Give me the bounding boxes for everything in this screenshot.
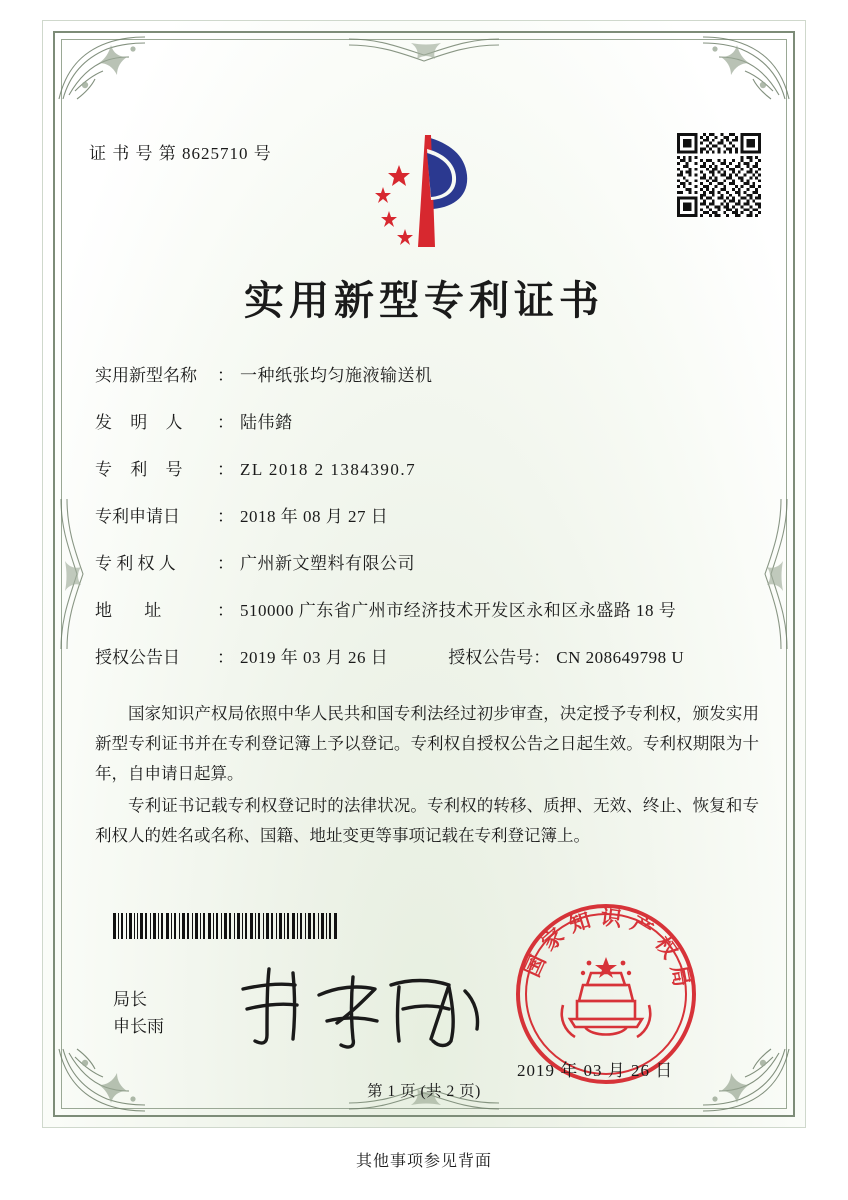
announcement-date-value: 2019 年 03 月 26 日 — [240, 648, 389, 667]
edge-ornament-icon — [55, 499, 89, 649]
announcement-date-label: 授权公告日 — [95, 648, 180, 667]
page-title: 实用新型专利证书 — [244, 278, 604, 323]
field-label: 专利申请日 — [95, 507, 180, 526]
field-value: 2018 年 08 月 27 日 — [240, 507, 389, 526]
field-colon: ： — [217, 601, 234, 620]
director-title-label: 局长 — [113, 990, 147, 1009]
field-colon: ： — [217, 366, 234, 385]
paragraph: 专利证书记载专利权登记时的法律状况。专利权的转移、质押、无效、终止、恢复和专利权人的姓名或名称、国籍、地址变更等事项记载在专利登记簿上。 — [95, 796, 759, 845]
field-row — [95, 408, 757, 455]
field-label: 发 明 人 — [95, 413, 190, 432]
field-colon: ： — [217, 648, 234, 667]
field-colon: ： — [217, 554, 234, 573]
corner-ornament-icon — [55, 33, 147, 103]
field-row — [95, 596, 757, 643]
field-value: 广州新文塑料有限公司 — [240, 554, 415, 573]
certificate-number: 证 书 号 第 8625710 号 — [89, 144, 272, 163]
paragraph: 国家知识产权局依照中华人民共和国专利法经过初步审查，决定授予专利权，颁发实用新型专利证书并在专利登记簿上予以登记。专利权自授权公告之日起生效。专利权期限为十年，自申请日起算。 — [95, 704, 759, 783]
announcement-number-value: CN 208649798 U — [556, 648, 685, 667]
handwritten-signature-icon — [233, 961, 493, 1051]
announcement-number-label: 授权公告号 — [448, 648, 534, 667]
field-row — [95, 455, 757, 502]
field-row — [95, 361, 757, 408]
seal-date: 2019 年 03 月 26 日 — [517, 1061, 674, 1080]
field-row — [95, 502, 757, 549]
edge-ornament-icon — [759, 499, 793, 649]
field-colon: ： — [217, 413, 234, 432]
back-side-note: 其他事项参见背面 — [355, 1153, 492, 1170]
legal-text — [95, 699, 759, 853]
field-label: 实用新型名称 — [95, 366, 197, 385]
announcement-row — [95, 643, 757, 690]
field-value: ZL 2018 2 1384390.7 — [240, 460, 417, 479]
field-colon: ： — [533, 648, 551, 667]
field-colon: ： — [217, 460, 234, 479]
edge-ornament-icon — [349, 33, 499, 67]
field-value: 510000 广东省广州市经济技术开发区永和区永盛路 18 号 — [240, 601, 677, 620]
page-number: 第 1 页 (共 2 页) — [367, 1083, 481, 1100]
certificate-body — [42, 20, 806, 1128]
field-value: 一种纸张均匀施液输送机 — [240, 366, 433, 385]
field-label: 专 利 号 — [95, 460, 190, 479]
field-label: 地 址 — [95, 601, 176, 620]
field-value: 陆伟錔 — [240, 413, 293, 432]
signature-block — [113, 986, 164, 1040]
barcode-icon — [113, 913, 339, 939]
field-colon: ： — [217, 507, 234, 526]
corner-ornament-icon — [701, 33, 793, 103]
director-name-label: 申长雨 — [113, 1017, 164, 1036]
field-list — [95, 361, 757, 690]
field-label: 专 利 权 人 — [95, 554, 176, 573]
svg-text:国家知识产权局: 国家知识产权局 — [519, 904, 696, 997]
qr-code-icon — [677, 133, 761, 217]
field-row — [95, 549, 757, 596]
cnipa-logo-icon — [361, 129, 491, 254]
